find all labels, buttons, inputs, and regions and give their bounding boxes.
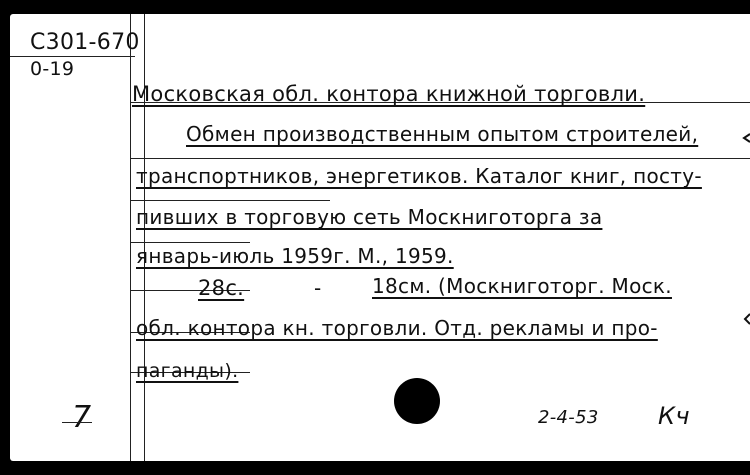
card-edge-marks [740,14,750,461]
title-line-1: Обмен производственным опытом строителей, [186,122,699,146]
margin-rule-left [130,14,131,461]
corner-number: 7 [72,400,92,435]
catalog-card [10,14,750,461]
line-rule [130,242,250,243]
note-end: паганды). [136,360,239,382]
sub-mark: 0-19 [30,58,75,80]
size-note: 18см. (Москниготорг. Моск. [372,274,672,298]
title-line-3: пивших в торговую сеть Москниготорга за [136,205,603,229]
date-stamp: 2-4-53 [538,407,599,428]
shelf-mark: С301-670 [30,30,140,55]
line-rule [130,200,330,201]
title-line-2: транспортников, энергетиков. Каталог книг, посту- [136,164,702,188]
pages: 28с. [198,276,245,300]
corner-number-strike [62,422,92,423]
initials: Кч [658,402,690,430]
dash: - [314,276,322,300]
imprint-line: январь-июль 1959г. М., 1959. [136,244,454,268]
publisher-line: Московская обл. контора книжной торговли. [132,82,646,106]
note-continuation: обл. контора кн. торговли. Отд. рекламы и про- [136,316,658,340]
line-rule [130,158,750,159]
punch-hole [394,378,440,424]
header-rule [10,56,135,57]
